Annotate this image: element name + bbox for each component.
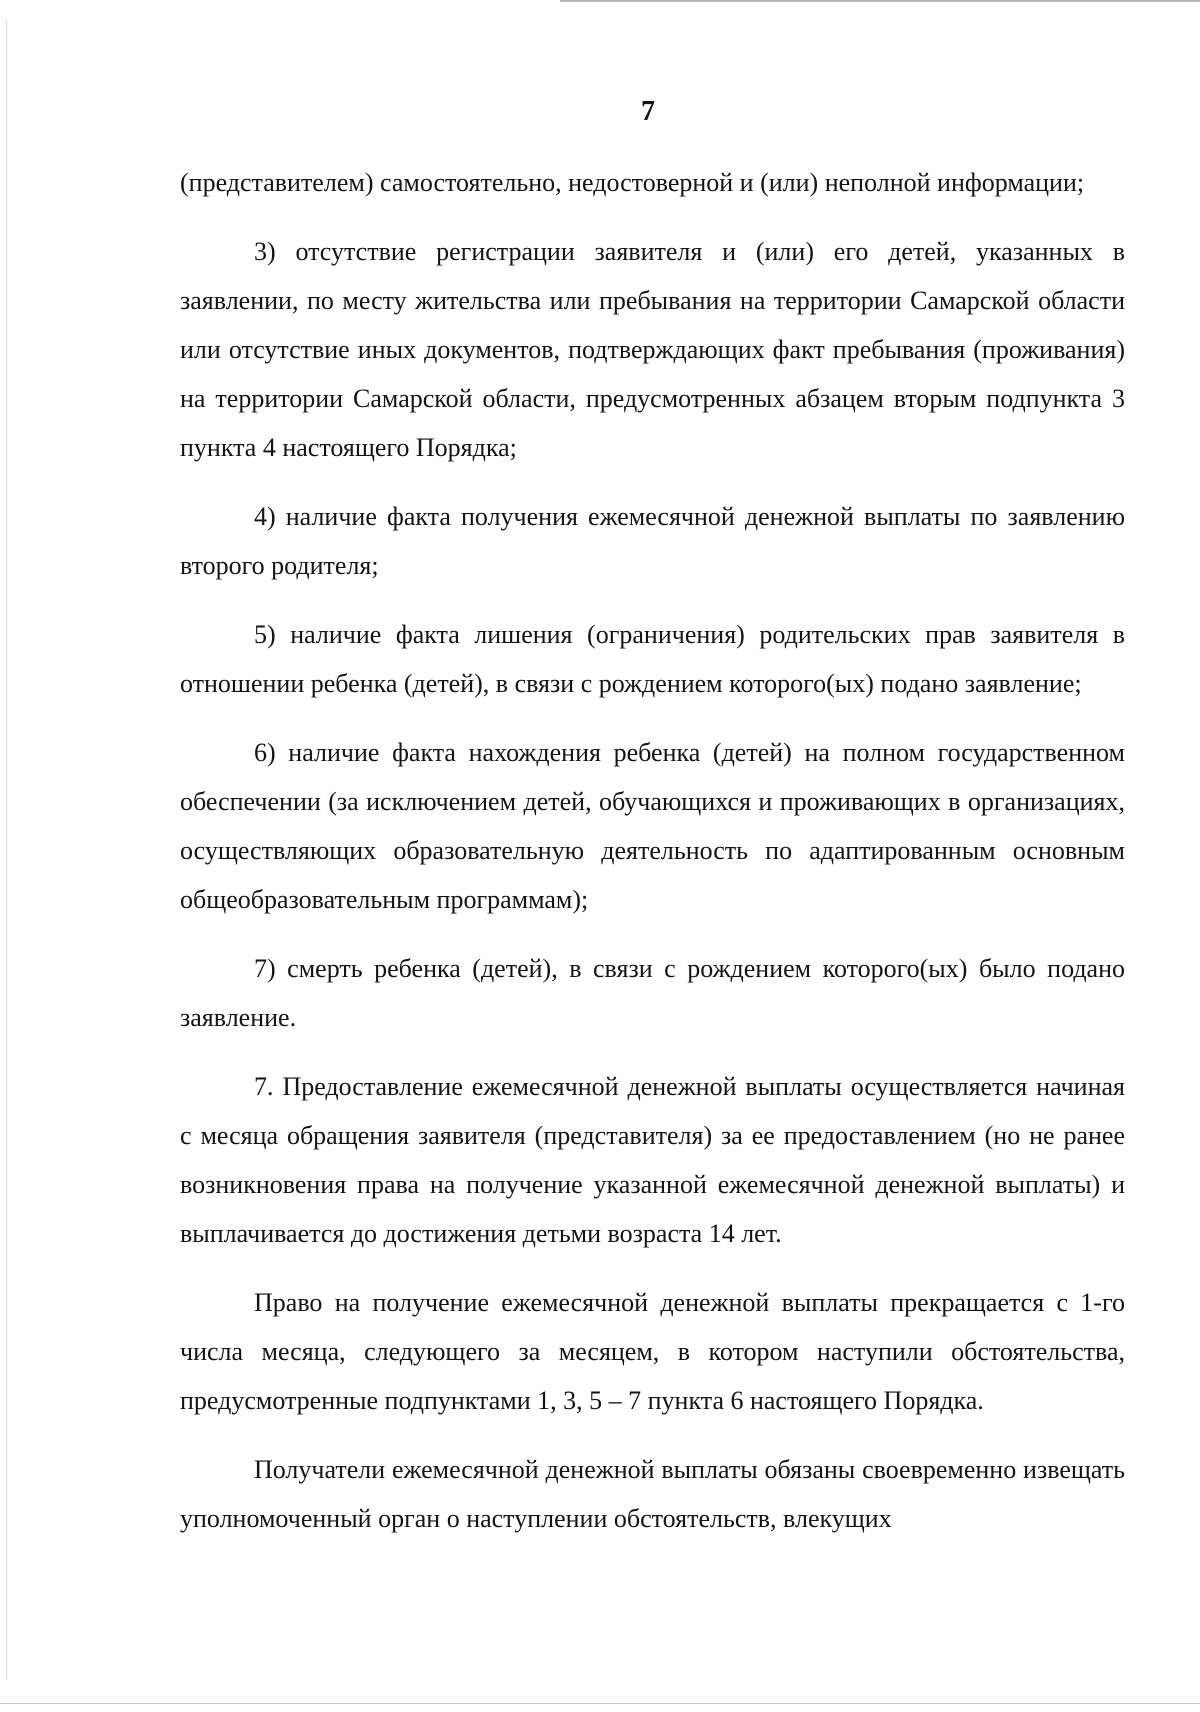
scan-edge-left — [6, 20, 7, 1680]
paragraph-termination: Право на получение ежемесячной денежной выплаты прекращается с 1-го числа месяца, следующего за месяцем, в котором наступили обстоятельства, предусмотренные подпунктами 1, 3, 5 – 7 пункта 6 настоящего Порядка. — [180, 1288, 1125, 1415]
paragraph-item-5: 5) наличие факта лишения (ограничения) родительских прав заявителя в отношении ребенка (детей), в связи с рождением которого(ых) подано заявление; — [180, 620, 1125, 698]
paragraph-item-3: 3) отсутствие регистрации заявителя и (или) его детей, указанных в заявлении, по месту жительства или пребывания на территории Самарской области или отсутствие иных документов, подтверждающих факт пребывания (проживания) на территории Самарской области, предусмотренных абзацем вторым подпункта 3 пункта 4 настоящего Порядка; — [180, 237, 1125, 462]
paragraph-continuation: (представителем) самостоятельно, недостоверной и (или) неполной информации; — [180, 168, 1085, 197]
scan-edge-bottom — [0, 1703, 1200, 1704]
paragraph-item-7: 7) смерть ребенка (детей), в связи с рождением которого(ых) было подано заявление. — [180, 954, 1125, 1032]
paragraph-item-6: 6) наличие факта нахождения ребенка (детей) на полном государственном обеспечении (за исключением детей, обучающихся и проживающих в организациях, осуществляющих образовательную деятельность по адаптированным основным общеобразовательным программам); — [180, 738, 1125, 914]
page-number: 7 — [641, 96, 655, 127]
scan-edge-top — [560, 0, 1200, 2]
paragraph-section-7: 7. Предоставление ежемесячной денежной выплаты осуществляется начиная с месяца обращения заявителя (представителя) за ее предоставлением (но не ранее возникновения права на получение указанной ежемесячной денежной выплаты) и выплачивается до достижения детьми возраста 14 лет. — [180, 1072, 1125, 1248]
document-body — [180, 158, 1125, 1543]
paragraph-obligations: Получатели ежемесячной денежной выплаты обязаны своевременно извещать уполномоченный орган о наступлении обстоятельств, влекущих — [180, 1455, 1125, 1533]
paragraph-item-4: 4) наличие факта получения ежемесячной денежной выплаты по заявлению второго родителя; — [180, 502, 1125, 580]
